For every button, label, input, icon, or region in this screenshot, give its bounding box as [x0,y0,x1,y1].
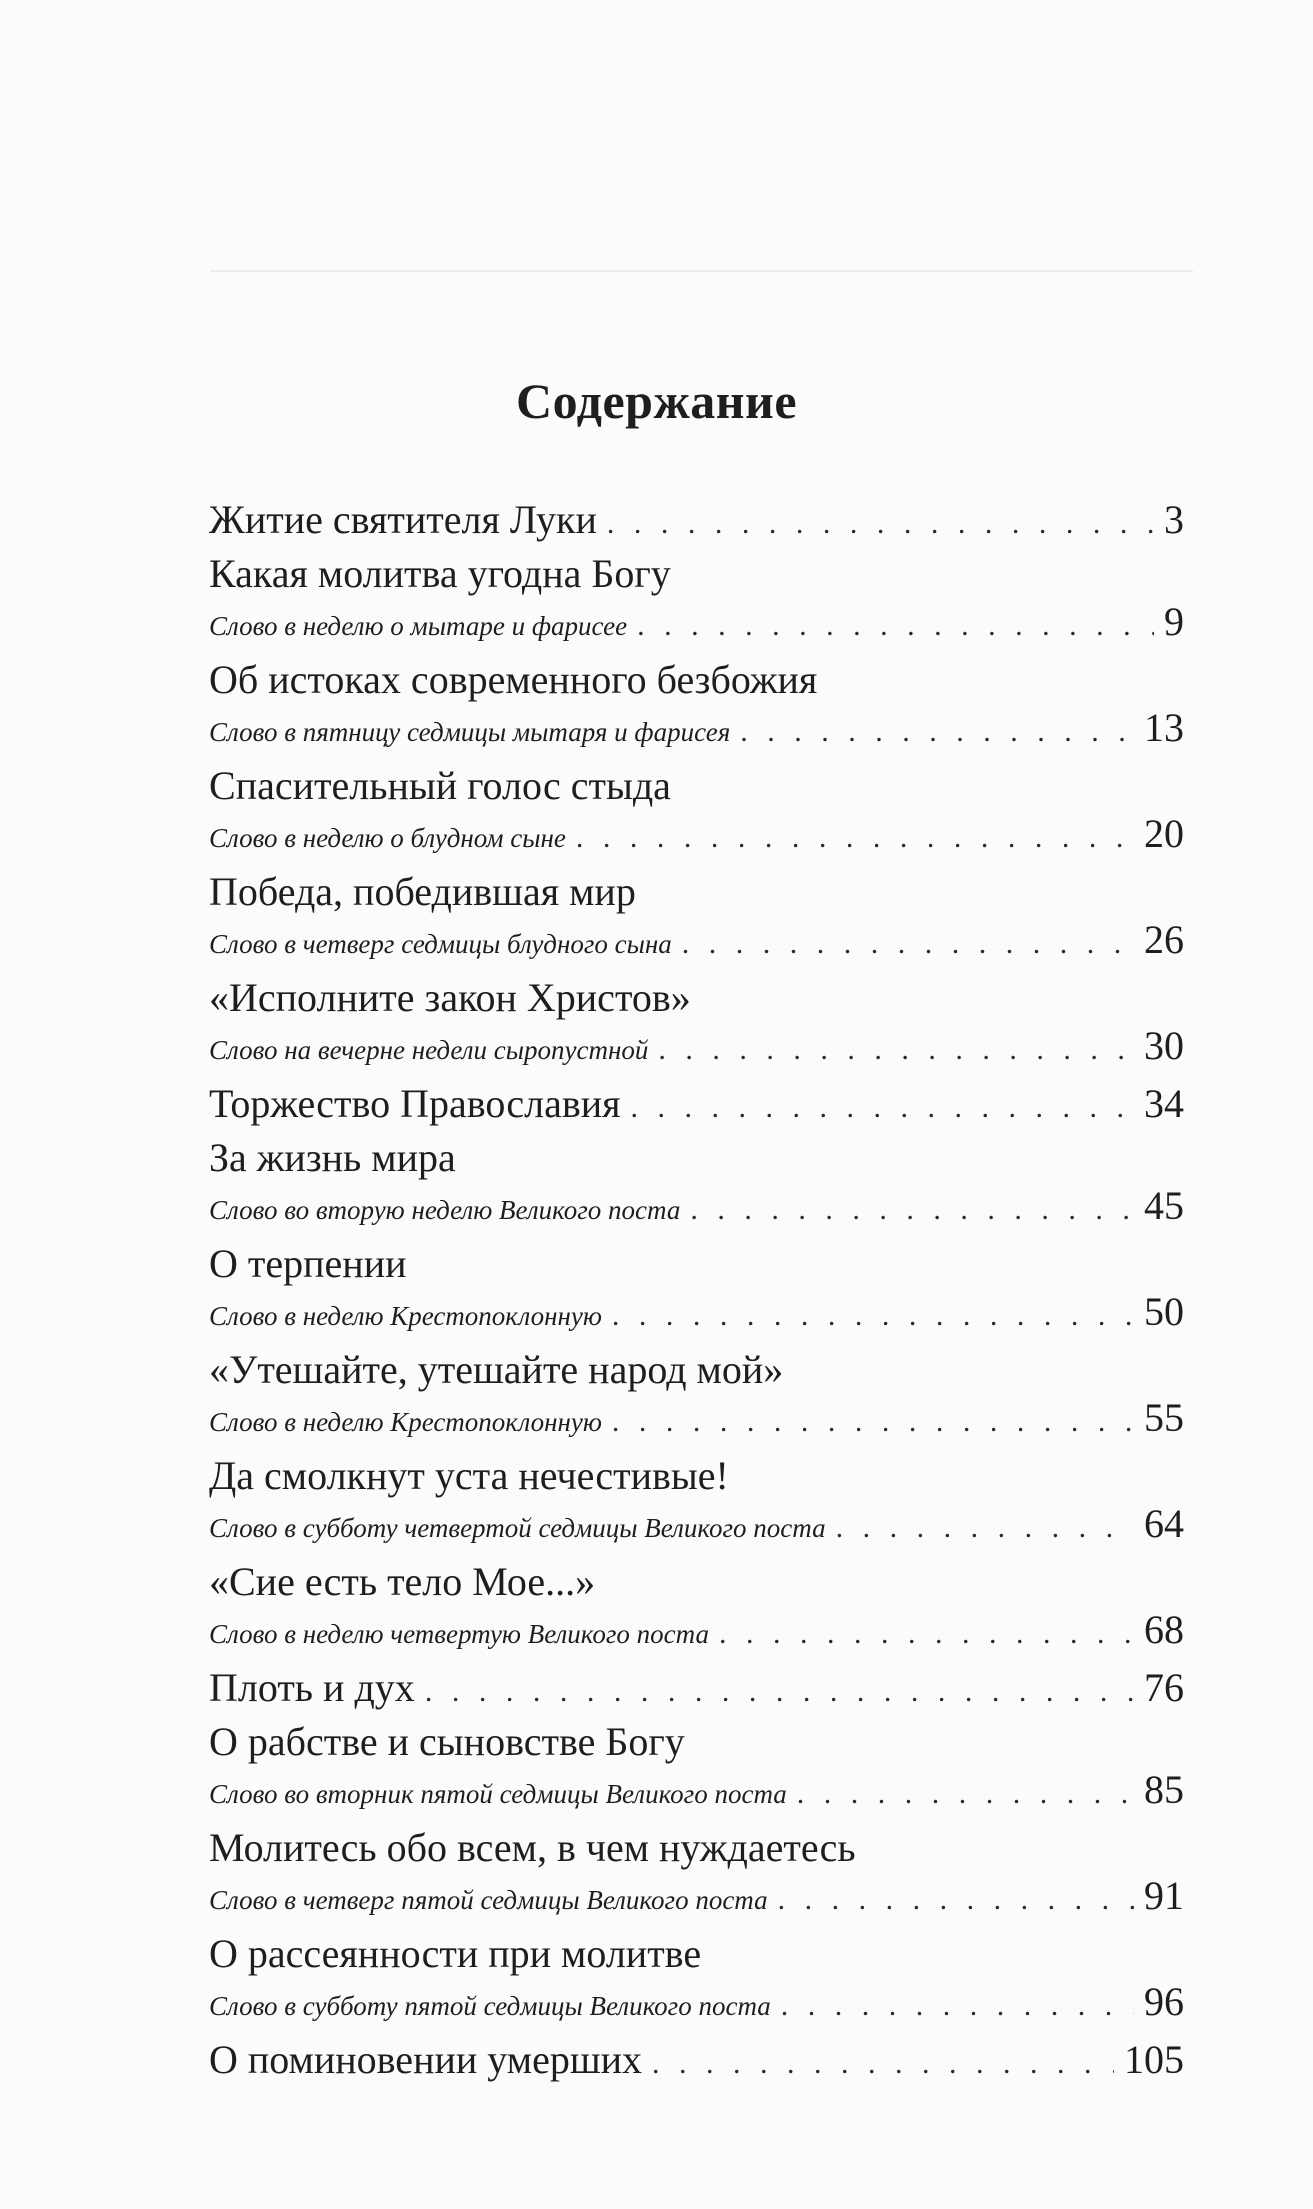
page-number: 45 [1144,1183,1184,1228]
toc-entry-title: О поминовении умерших [209,2037,643,2082]
toc-entry-title: Торжество Православия [209,1081,621,1126]
toc-entry-title: «Сие есть тело Мое...» [209,1559,596,1604]
toc-entry-title: Молитесь обо всем, в чем нуждаетесь [209,1825,856,1870]
toc-entry-line [209,598,1184,650]
toc-entry [209,1080,1184,1128]
page-number: 91 [1144,1873,1184,1918]
toc-entry-subtitle: Слово в субботу пятой седмицы Великого поста [209,1991,771,2021]
toc-entry-subtitle: Слово в четверг седмицы блудного сына [209,929,672,959]
toc-entry-title: Спасительный голос стыда [209,763,671,808]
toc-entry-subtitle: Слово во вторую неделю Великого поста [209,1195,681,1225]
page-number: 20 [1144,811,1184,856]
toc-entry [209,1558,1184,1658]
toc-entry-subtitle: Слово на вечерне недели сыропустной [209,1035,649,1065]
toc-entry-line [209,1500,1184,1552]
page-number: 26 [1144,917,1184,962]
dot-leader [652,2047,1114,2081]
dot-leader [658,1033,1134,1067]
toc-entry-title: «Утешайте, утешайте народ мой» [209,1347,784,1392]
toc-entry-title: Да смолкнут уста нечестивые! [209,1453,729,1498]
toc-entry-line [209,1394,1184,1446]
dot-leader [778,1883,1134,1917]
toc-entry-title: О рассеянности при молитве [209,1931,702,1976]
toc-entry-line [209,1022,1184,1074]
table-of-contents [209,496,1184,2090]
page-number: 55 [1144,1395,1184,1440]
dot-leader [690,1193,1134,1227]
dot-leader [612,1299,1134,1333]
toc-entry-title: Плоть и дух [209,1665,415,1710]
dot-leader [425,1675,1134,1709]
page-number: 96 [1144,1979,1184,2024]
page-number: 105 [1124,2037,1184,2082]
bleed-through-line [210,270,1193,272]
toc-entry-line [209,1182,1184,1234]
toc-entry-subtitle: Слово в субботу четвертой седмицы Великого поста [209,1513,826,1543]
dot-leader [740,715,1134,749]
dot-leader [637,609,1154,643]
toc-entry [209,1346,1184,1446]
toc-entry [209,762,1184,862]
toc-entry [209,1134,1184,1234]
toc-entry-line [209,1766,1184,1818]
toc-entry-title: О рабстве и сыновстве Богу [209,1719,685,1764]
toc-entry [209,1930,1184,2030]
toc-entry-subtitle: Слово в неделю о мытаре и фарисее [209,611,628,641]
toc-entry-subtitle: Слово в пятницу седмицы мытаря и фарисея [209,717,731,747]
toc-entry-line [209,916,1184,968]
toc-entry [209,550,1184,650]
toc-entry-line [209,1606,1184,1658]
dot-leader [836,1511,1134,1545]
page-number: 76 [1144,1665,1184,1710]
page-title: Содержание [515,373,798,429]
page-number: 9 [1164,599,1184,644]
toc-entry [209,656,1184,756]
toc-entry-line [209,1978,1184,2030]
toc-entry-line [209,2036,1184,2084]
toc-entry-subtitle: Слово в неделю Крестопоклонную [209,1301,602,1331]
dot-leader [797,1777,1134,1811]
toc-entry-subtitle: Слово в неделю четвертую Великого поста [209,1619,709,1649]
dot-leader [682,927,1134,961]
toc-entry [209,1452,1184,1552]
page-number: 64 [1144,1501,1184,1546]
toc-entry-subtitle: Слово во вторник пятой седмицы Великого поста [209,1779,787,1809]
toc-entry [209,974,1184,1074]
dot-leader [607,507,1154,541]
toc-entry [209,1824,1184,1924]
toc-entry [209,496,1184,544]
page-number: 68 [1144,1607,1184,1652]
toc-entry-line [209,704,1184,756]
toc-entry-title: За жизнь мира [209,1135,456,1180]
toc-entry-subtitle: Слово в четверг пятой седмицы Великого поста [209,1885,768,1915]
toc-entry-subtitle: Слово в неделю о блудном сыне [209,823,566,853]
toc-entry-line [209,496,1184,544]
page-number: 50 [1144,1289,1184,1334]
page-number: 13 [1144,705,1184,750]
dot-leader [781,1989,1134,2023]
toc-entry-line [209,1080,1184,1128]
page-number: 85 [1144,1767,1184,1812]
toc-entry [209,1240,1184,1340]
toc-entry-title: Об истоках современного безбожия [209,657,818,702]
toc-entry-line [209,1288,1184,1340]
page-number: 3 [1164,497,1184,542]
toc-entry-title: Победа, победившая мир [209,869,636,914]
toc-entry-subtitle: Слово в неделю Крестопоклонную [209,1407,602,1437]
toc-entry [209,1664,1184,1712]
dot-leader [612,1405,1134,1439]
dot-leader [631,1091,1134,1125]
toc-entry-title: О терпении [209,1241,407,1286]
toc-entry-title: Какая молитва угодна Богу [209,551,671,596]
page-number: 30 [1144,1023,1184,1068]
toc-entry [209,868,1184,968]
dot-leader [719,1617,1134,1651]
toc-entry-title: Житие святителя Луки [209,497,597,542]
page-number: 34 [1144,1081,1184,1126]
toc-entry [209,1718,1184,1818]
toc-entry-line [209,810,1184,862]
dot-leader [576,821,1134,855]
toc-entry-title: «Исполните закон Христов» [209,975,691,1020]
toc-entry [209,2036,1184,2084]
toc-entry-line [209,1872,1184,1924]
toc-entry-line [209,1664,1184,1712]
